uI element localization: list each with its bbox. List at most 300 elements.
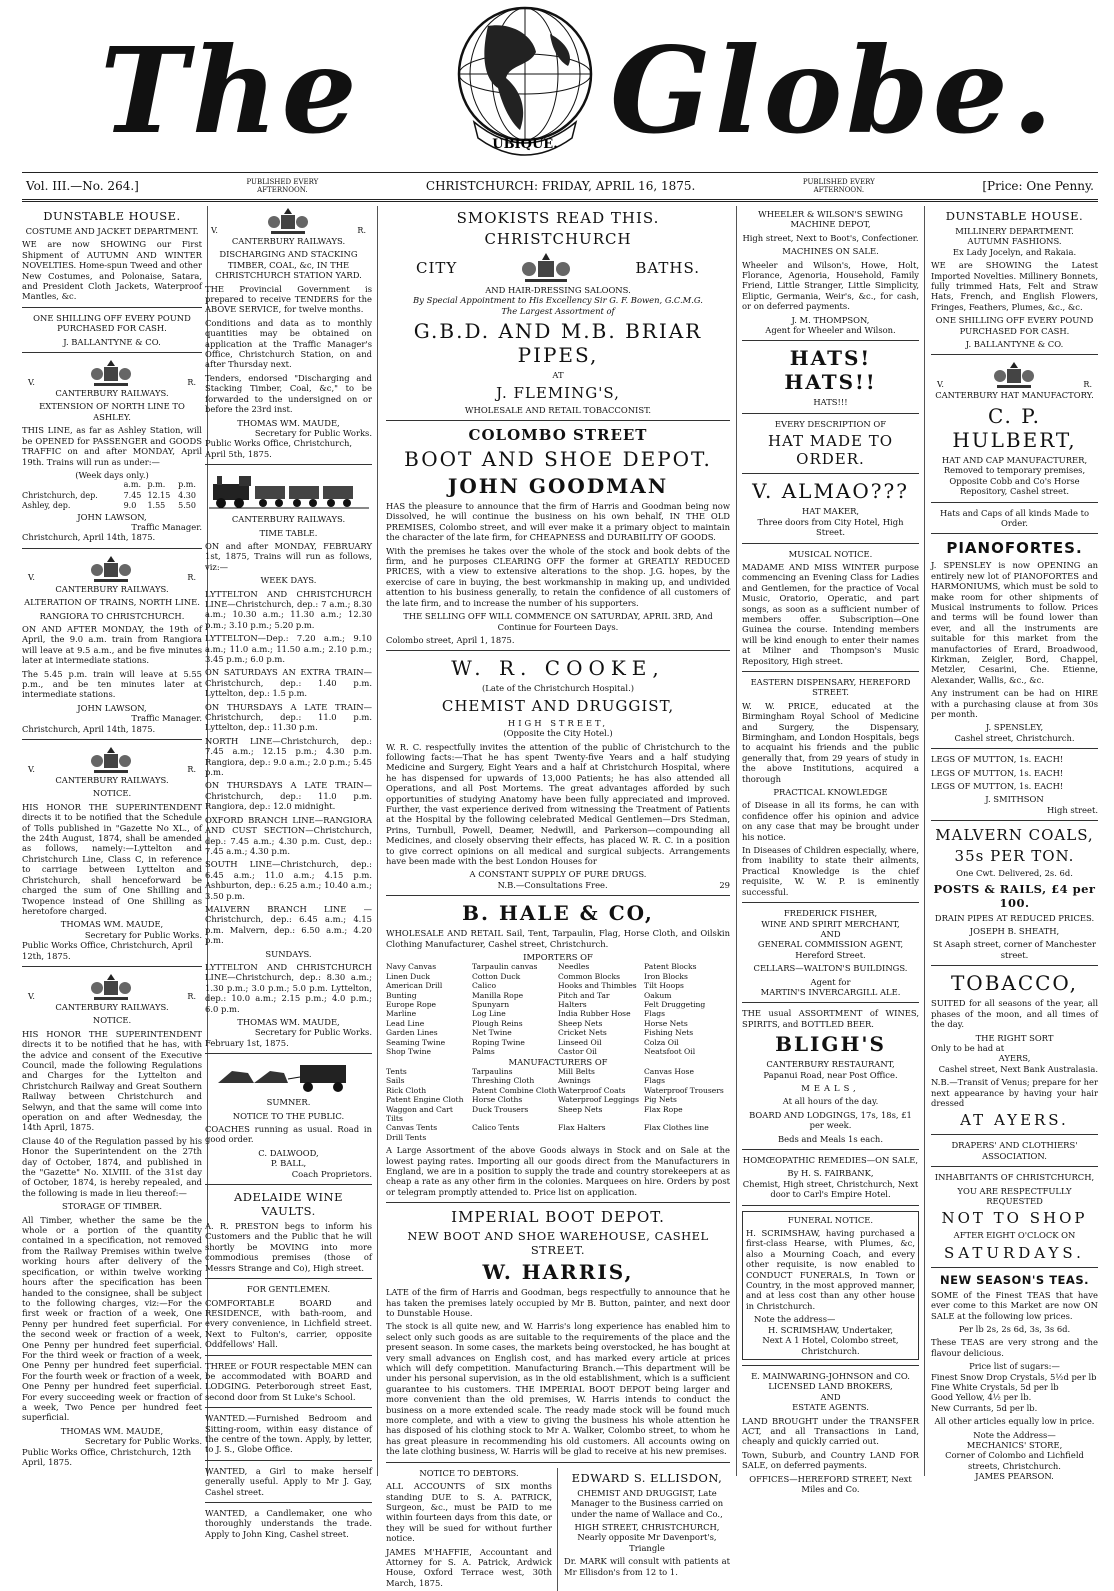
importer-item: Cotton Duck <box>472 971 521 981</box>
tt-line: ON SATURDAYS AN EXTRA TRAIN—Christchurch, dep.: 1.40 p.m. Lyttelton, dep.: 1.5 p.m. <box>205 667 372 699</box>
dunstable-heading: DUNSTABLE HOUSE. <box>43 209 181 223</box>
maude: THOMAS WM. MAUDE, <box>60 919 164 930</box>
debtors-notice: NOTICE TO DEBTORS. ALL ACCOUNTS of SIX months standing DUE to S. A. PATRICK, Surgeon, &c., must be PAID to me within fourteen days from this date, or they will be sued for without further notice. JAMES M'HAFFIE, Accountant and Attorney for S. A. Patrick, Ardwick House, Oxford Terrace west, 30th March, 1875. <box>386 1468 558 1591</box>
cooke-body: W. R. C. respectfully invites the attention of the public of Christchurch to the following facts:—That he has spent Twenty-five Years and a half studying Medicine and Surgery, Eight Years and a half at Christchurch Hospital, where he has dispensed for upwards of 13,000 Patients; he has also attended all Operations, and all Post Mortems. The great advantages afforded by such opportunities of studying Anatomy have been fully appreciated and improved. Further, the vast experience derived from witnessing the Treatment of Patients at the Hospital by the following celebrated Medical Gentlemen—Drs Stedman, Prins, Turnbull, Powell, Deamer, Nedwill, and Parkerson—compounding all Medicines, and closely observing their effects, has placed W. R. C. in a position to give correct opinions on all medical and surgical subjects. Arrangements have been made with the best London Houses for <box>386 741 730 866</box>
shilling-off: ONE SHILLING OFF EVERY POUND PURCHASED FOR CASH. <box>33 312 191 334</box>
manufacturer-item: Tarpaulins <box>472 1066 513 1076</box>
railways-heading: CANTERBURY RAILWAYS. <box>55 388 169 399</box>
importer-item: Needles <box>558 962 590 972</box>
importer-item: Castor Oil <box>558 1047 597 1057</box>
extension-body: THIS LINE, as far as Ashley Station, will be OPENED for PASSENGER and GOODS TRAFFIC on and after MONDAY, April 19th. Trains will run as under:— <box>22 425 202 467</box>
pianofortes: PIANOFORTES. <box>946 539 1083 558</box>
transit-venus: N.B.—Transit of Venus; prepare for her next appearance by having your hair dressed <box>931 1077 1098 1108</box>
notice-2-body: HIS HONOR THE SUPERINTENDENT directs it to be notified that he has, with the advice and consent of the Executive Council, made the following Regulations and Charges for the Lyttelton and Christchurch Railway and Great Southern Railway between Christchurch and Selwyn, and that the same will come into operation on and after Wednesday, the 14th April, 1875. <box>22 1028 202 1133</box>
manufacturer-item: Pig Nets <box>644 1095 677 1105</box>
smithson: J. SMITHSON <box>985 794 1044 805</box>
land-body-2: Town, Suburb, and Country LAND FOR SALE, on deferred payments. <box>742 1449 919 1471</box>
royal-crest-icon <box>519 251 573 285</box>
manufacturer-item: Patent Engine Cloth <box>386 1095 464 1105</box>
notice-heading: NOTICE. <box>92 1015 132 1026</box>
hale-heading: B. HALE & CO, <box>462 901 654 926</box>
manufacturer-item <box>644 1133 730 1142</box>
ball: P. BALL, <box>270 1158 307 1169</box>
adelaide-body: A. R. PRESTON begs to inform his Customers and the Public that he will shortly be MOVING into more commodious premises (those of Messrs Strange and Co), High street. <box>205 1221 372 1273</box>
weekdays-only: (Week days only.) <box>75 469 149 480</box>
importer-item: Bunting <box>386 990 417 1000</box>
w-harris: W. HARRIS, <box>482 1260 634 1285</box>
land-brokers: LICENSED LAND BROKERS, <box>768 1381 893 1392</box>
fairbank: By H. S. FAIRBANK, <box>787 1168 874 1179</box>
thompson-sub: Agent for Wheeler and Wilson. <box>765 325 896 336</box>
ballantyne: J. BALLANTYNE & CO. <box>965 339 1064 350</box>
thompson: J. M. THOMPSON, <box>791 314 870 325</box>
land-body: LAND BROUGHT under the TRANSFER ACT, and all Transactions in Land, cheaply and quickly carried out. <box>742 1415 919 1447</box>
maude: THOMAS WM. MAUDE, <box>237 417 340 428</box>
published-note-left: PUBLISHED EVERY AFTERNOON. <box>246 178 319 194</box>
royal-crest-icon <box>88 358 134 388</box>
importer-item: Neatsfoot Oil <box>644 1047 696 1057</box>
tt-line: ON THURSDAYS A LATE TRAIN—Christchurch, dep.: 11.0 p.m. Rangiora, dep.: 12.0 midnight. <box>205 780 372 812</box>
tt-sunday: LYTTELTON AND CHRISTCHURCH LINE—Christchurch, dep.: 8.30 a.m.; 1.30 p.m.; 3.0 p.m.; 5.0 p.m. Lyttelton, dep.: 10.0 a.m.; 2.15 p.m.; 4.0 p.m.; 6.0 p.m. <box>205 961 372 1014</box>
price: [Price: One Penny. <box>982 179 1094 193</box>
coaches-body: COACHES running as usual. Road in good order. <box>205 1124 372 1145</box>
fisher: FREDERICK FISHER, <box>783 908 878 919</box>
dunstable-heading: DUNSTABLE HOUSE. <box>945 209 1084 223</box>
price-body-2: of Disease in all its forms, he can with confidence offer his opinion and advice on any case that may be brought under his notice. <box>742 800 919 842</box>
almao: V. ALMAO??? <box>752 479 909 504</box>
tt-line: LYTTELTON AND CHRISTCHURCH LINE—Christchurch, dep.: 7 a.m.; 8.30 a.m.; 10.30 a.m.; 11.30 a.m.; 12.30 p.m.; 3.10 p.m.; 5.20 p.m. <box>205 588 372 630</box>
briar-pipes: G.B.D. AND M.B. BRIAR PIPES, <box>413 319 703 368</box>
manufacturer-item: Waterproof Trousers <box>644 1085 724 1095</box>
notice-2-body-2: Clause 40 of the Regulation passed by his Honor the Superintendent on the 27th day of October, 1874, and published in the "Gazette" No. XLVIII. of the 31st day of October, 1874, is hereby repealed, and the following is made in lieu thereof:— <box>22 1135 202 1198</box>
royal-crest-vr: V. R. <box>22 554 202 584</box>
importer-item: Manilla Rope <box>472 990 524 1000</box>
discharging-body-2: Conditions and data as to monthly quantities may be obtained on application at the Traffic Manager's Office, Christchurch Station, on and after Thursday next. <box>205 317 372 370</box>
bottom-row <box>386 1468 730 1591</box>
coal-sub: One Cwt. Delivered, 2s. 6d. <box>956 868 1073 879</box>
other-articles: All other articles equally low in price. <box>934 1416 1095 1427</box>
chemist-druggist: CHEMIST AND DRUGGIST, <box>441 696 675 715</box>
railways-heading: CANTERBURY RAILWAYS. <box>231 236 346 246</box>
adelaide-heading: ADELAIDE WINE VAULTS. <box>234 1190 343 1219</box>
column-4 <box>737 206 925 1494</box>
cooke-foot: N.B.—Consultations Free. 29 <box>497 879 730 890</box>
importer-item: Palms <box>472 1047 495 1057</box>
coal-price: 35s PER TON. <box>954 847 1075 866</box>
rangiora-heading: RANGIORA TO CHRISTCHURCH. <box>39 610 185 621</box>
and-label: AND <box>820 1391 841 1402</box>
wanted-1: WANTED.—Furnished Bedroom and Sitting-room, within easy distance of the centre of the town. Apply, by letter, to J. S., Globe Office. <box>205 1413 372 1455</box>
hat-description: EVERY DESCRIPTION OF <box>774 418 887 429</box>
sundays-heading: SUNDAYS. <box>265 948 312 959</box>
column-5 <box>925 206 1098 1482</box>
musical-body: MADAME AND MISS WINTER purpose commencing an Evening Class for Ladies and Gentlemen, for the practice of Vocal Music, Oratorio, Operatic, and part songs, as soon as a sufficient number of members offer. Subscription—One Guinea the course. Intending members will be kind enough to enter their names at Milner and Thompson's Music Repository, High street. <box>742 561 919 666</box>
teas-body-2: These TEAS are very strong and the flavour delicious. <box>931 1337 1098 1358</box>
wheeler-body: Wheeler and Wilson's, Howe, Holt, Florance, Agenoria, Household, Family Friend, Little Stranger, Little Simplicity, Eliptic, Germania, Weir's, &c., for cash, or on deferred payments. <box>742 259 919 312</box>
sugar-line: New Currants, 5d per lb. <box>931 1402 1038 1413</box>
hale-foot: A Large Assortment of the above Goods always in Stock and on Sale at the lowest paying rates. Importing all our goods direct from the Manufacturers in England, we are in a position to supply the trade and country storekeepers at as cheap a rate as any other firm in the colonies. Marquees on hire. Orders by post or telegram promptly attended to. Price list on application. <box>386 1145 730 1197</box>
new-season-teas: NEW SEASON'S TEAS. <box>940 1272 1089 1287</box>
special-appointment: By Special Appointment to His Excellency Sir G. F. Bowen, G.C.M.G. <box>413 295 703 306</box>
royal-crest-icon <box>265 206 311 236</box>
royal-crest-icon <box>88 554 134 584</box>
fleming: J. FLEMING'S, <box>496 383 620 402</box>
three-four-men: THREE or FOUR respectable MEN can be accommodated with BOARD and LODGING. Peterborough street East, second door from St Luke's School. <box>205 1360 372 1402</box>
boot-shoe-depot: BOOT AND SHOE DEPOT. <box>404 447 712 472</box>
column-3 <box>380 206 737 1588</box>
importer-item: Net Twine <box>472 1028 512 1038</box>
city-baths-row: CITY BATHS. <box>386 251 730 285</box>
musical-notice: MUSICAL NOTICE. <box>788 548 873 559</box>
smokists-heading: SMOKISTS READ THIS. <box>456 209 660 227</box>
railways-heading: CANTERBURY RAILWAYS. <box>55 775 169 786</box>
alteration-body-2: The 5.45 p.m. train will leave at 5.55 p.m., and be ten minutes later at intermediate stations. <box>22 668 202 700</box>
royal-crest-icon <box>88 745 134 775</box>
sugar-line: Good Yellow, 4½ per lb. <box>931 1392 1032 1403</box>
importer-item: Oakum <box>644 990 672 1000</box>
imperial-heading: IMPERIAL BOOT DEPOT. <box>451 1208 665 1227</box>
discharging-title: DISCHARGING AND STACKING TIMBER, COAL, &c, IN THE CHRISTCHURCH STATION YARD. <box>215 249 362 281</box>
storage-heading: STORAGE OF TIMBER. <box>61 1201 163 1212</box>
offices: OFFICES—HEREFORD STREET, Next Miles and Co. <box>749 1473 912 1494</box>
christchurch-heading: CHRISTCHURCH <box>484 230 632 248</box>
importer-item: Roping Twine <box>472 1037 525 1047</box>
manufacturer-item: Flags <box>644 1076 665 1086</box>
wheeler-address: High street, Next to Boot's, Confectioner. <box>742 232 919 243</box>
mutton-line: LEGS OF MUTTON, 1s. EACH! <box>931 767 1064 778</box>
hulbert-foot: Hats and Caps of all kinds Made to Order. <box>940 507 1089 528</box>
not-to-shop: NOT TO SHOP <box>941 1209 1088 1228</box>
at-label: AT <box>552 370 564 381</box>
manufacturer-item: Duck Trousers <box>472 1104 529 1114</box>
notice-1-date: Public Works Office, Christchurch, April 12th, 1875. <box>22 940 193 961</box>
importers-grid <box>386 962 730 1056</box>
royal-crest-vr: V. R. <box>22 358 202 388</box>
place-date: CHRISTCHURCH: FRIDAY, APRIL 16, 1875. <box>425 179 696 193</box>
largest-assortment: The Largest Assortment of <box>501 305 615 316</box>
goodman-body-2: With the premises he takes over the whole of the stock and book debts of the firm, and he purposes CLEARING OFF the former at GREATLY REDUCED PRICES, with a view to extensive alterations to the shop. J.G. hopes, by the exercise of care in buying, the best workmanship in making up, and undivided attention to his business generally, to retain the confidence of all customers of the late firm, and to increase the number of his supporters. <box>386 545 730 608</box>
column-1 <box>22 206 208 1476</box>
manufacturer-item: Waterproof Leggings <box>558 1095 640 1105</box>
manufacturer-item: Sheep Nets <box>558 1104 603 1114</box>
importer-item: Common Blocks <box>558 971 620 981</box>
extension-date: Christchurch, April 14th, 1875. <box>22 723 156 734</box>
mutton-line: LEGS OF MUTTON, 1s. EACH! <box>931 781 1064 792</box>
wine-merchant: WINE AND SPIRIT MERCHANT, <box>761 918 900 929</box>
extension-table: a.m. p.m. p.m. Christchurch, dep. 7.45 12.15 4.30 Ashley, dep. 9.0 1.55 5.50 <box>22 480 196 511</box>
pure-drugs: A CONSTANT SUPPLY OF PURE DRUGS. <box>469 869 647 880</box>
importer-item: Seaming Twine <box>386 1037 446 1047</box>
right-sort: THE RIGHT SORT <box>975 1032 1054 1043</box>
inhabitants: INHABITANTS OF CHRISTCHURCH, <box>934 1172 1095 1183</box>
manufacturer-item: Sails <box>386 1076 405 1086</box>
and-label: AND <box>820 928 841 939</box>
discharging-date: Public Works Office, Christchurch, April 5th, 1875. <box>205 438 353 459</box>
importer-item: Spunyarn <box>472 1000 510 1010</box>
john-goodman: JOHN GOODMAN <box>447 474 669 499</box>
tobacco: TOBACCO, <box>950 971 1079 996</box>
sec-public-works: Secretary for Public Works. <box>254 427 372 438</box>
extension-title: EXTENSION OF NORTH LINE TO ASHLEY. <box>39 401 185 422</box>
sheath-address: St Asaph street, corner of Manchester street. <box>933 939 1096 960</box>
opposite-city-hotel: (Opposite the City Hotel.) <box>503 728 613 739</box>
timetable-heading: TIME TABLE. <box>259 527 318 538</box>
weekdays-heading: WEEK DAYS. <box>260 575 317 586</box>
sec-public-works: Secretary for Public Works. <box>84 929 202 940</box>
manufacturers-heading: MANUFACTURERS OF <box>508 1056 608 1067</box>
drapers-association: DRAPERS' AND CLOTHIERS' ASSOCIATION. <box>951 1140 1078 1161</box>
autumn-fashions: AUTUMN FASHIONS. <box>967 236 1062 247</box>
hulbert: C. P. HULBERT, <box>952 403 1077 452</box>
commission-agent: GENERAL COMMISSION AGENT, <box>757 939 904 950</box>
importer-item: Linen Duck <box>386 971 430 981</box>
spensley: J. SPENSLEY, <box>985 722 1044 733</box>
sheath: JOSEPH B. SHEATH, <box>969 926 1060 937</box>
hat-manufactory: CANTERBURY HAT MANUFACTORY. <box>935 390 1094 401</box>
railways-heading: CANTERBURY RAILWAYS. <box>231 514 346 525</box>
selling-off: THE SELLING OFF WILL COMMENCE ON SATURDAY, APRIL 3RD, And Continue for Fourteen Days. <box>403 611 713 632</box>
hats-small: HATS!!! <box>813 397 848 408</box>
mutton-line: LEGS OF MUTTON, 1s. EACH! <box>931 754 1064 765</box>
sumner-heading: SUMNER. <box>266 1097 311 1108</box>
teas-body: SOME of the Finest TEAS that have ever come to this Market are now ON SALE at the following low prices. <box>931 1289 1098 1321</box>
importer-item: Linseed Oil <box>558 1037 602 1047</box>
manufacturer-item: Mill Belts <box>558 1066 595 1076</box>
importer-item: Flags <box>644 1009 665 1019</box>
royal-crest-icon <box>88 972 134 1002</box>
ayers: AYERS, <box>998 1053 1031 1064</box>
millinery-body: WE are SHOWING the Latest Imported Novelties. Millinery Bonnets, fully trimmed Hats, Felt and Straw Hats, French, and English Flowers, Fringes, Feathers, Plumes, &c., &c. <box>931 260 1098 312</box>
lawson: JOHN LAWSON, <box>77 702 147 713</box>
notice-1-body: HIS HONOR THE SUPERINTENDENT directs it to be notified that the Schedule of Tolls published in "Gazette No XL., of the 24th August, 1874, shall be amended as follows, namely:—Lyttelton and Christchurch Line, Class C, in reference to carriage between Lyttelton and Christchurch, shall henceforward be charged the sum of One Shilling and Twopence instead of One Shilling as heretofore charged. <box>22 801 202 916</box>
new-boot-warehouse: NEW BOOT AND SHOE WAREHOUSE, CASHEL STREET. <box>407 1229 709 1258</box>
goodman-body: HAS the pleasure to announce that the firm of Harris and Goodman being now Dissolved, he will continue the business on his own behalf, IN THE OLD PREMISES, Colombo street, and will ever make it a primary object to maintain the character of the late firm, for CHEAPNESS and DURABILITY OF GOODS. <box>386 501 730 543</box>
notice-public: NOTICE TO THE PUBLIC. <box>232 1110 345 1121</box>
colombo-street: COLOMBO STREET <box>468 426 648 445</box>
importers-heading: IMPORTERS OF <box>523 952 593 963</box>
after-eight: AFTER EIGHT O'CLOCK ON <box>953 1230 1076 1241</box>
extension-date: Christchurch, April 14th, 1875. <box>22 532 156 543</box>
manufacturer-item: Canvas Hose <box>644 1066 694 1076</box>
shilling-off: ONE SHILLING OFF EVERY POUND PURCHASED FOR CASH. <box>935 315 1094 336</box>
importer-item: Log Line <box>472 1009 506 1019</box>
harris-body-2: The stock is all quite new, and W. Harris's long experience has enabled him to select only such goods as are suitable to the requirements of the place and the present season. In some cases, the markets being overstocked, he has bought at very small advances on English cost, and has marked every article at prices which will defy competition. Manufacturing Branch.—This department will be under his personal supervision, as in the old establishment, which is a sufficient guarantee to his customers. THE IMPERIAL BOOT DEPOT being larger and more convenient than the old premises, W. Harris intends to conduct the business on a more extended scale. The ready made stock will be found much more complete, and with a view to giving the business his whole attention he has disposed of his clothing stock to Mr A. Walker, Colombo street, to whom he has great pleasure in recommending his old customers. All accounts owing on the late clothing business, W. Harris will be glad to receive at his new premises. <box>386 1321 730 1457</box>
manufacturer-item: Awnings <box>558 1076 591 1086</box>
practical-knowledge: PRACTICAL KNOWLEDGE <box>773 787 888 798</box>
alteration-body-1: ON AND AFTER MONDAY, the 19th of April, the 9.0 a.m. train from Rangiora will leave at 9.5 a.m., and be five minutes later at intermediate stations. <box>22 623 202 666</box>
board-lodgings: BOARD AND LODGINGS, 17s, 18s, £1 per week. <box>749 1109 912 1131</box>
tt-line: SOUTH LINE—Christchurch, dep.: 6.45 a.m.; 11.0 a.m.; 4.15 p.m. Ashburton, dep.: 6.25 a.m.; 10.40 a.m.; 3.50 p.m. <box>205 859 372 901</box>
dispensary-heading: EASTERN DISPENSARY, HEREFORD STREET. <box>750 676 911 698</box>
importer-item: Calico <box>472 981 497 991</box>
requested: YOU ARE RESPECTFULLY REQUESTED <box>957 1185 1072 1206</box>
importer-item: Colza Oil <box>644 1037 679 1047</box>
railways-heading: CANTERBURY RAILWAYS. <box>55 1001 169 1012</box>
sec-public-works: Secretary for Public Works. <box>254 1027 372 1038</box>
lawson: JOHN LAWSON, <box>77 511 147 522</box>
timetable-intro: ON and after MONDAY, FEBRUARY 1st, 1875, Trains will run as follows, viz:— <box>205 540 372 572</box>
pearson: JAMES PEARSON. <box>975 1471 1054 1482</box>
ballantyne: J. BALLANTYNE & CO. <box>63 336 161 347</box>
fairbank-sub: Chemist, High street, Christchurch, Next door to Carl's Empire Hotel. <box>742 1178 919 1200</box>
saturdays: SATURDAYS. <box>944 1243 1085 1262</box>
sugar-line: Fine White Crystals, 5d per lb <box>931 1382 1059 1393</box>
traffic-manager: Traffic Manager. <box>131 713 202 724</box>
royal-crest-vr: V. R. <box>205 206 372 236</box>
maude: THOMAS WM. MAUDE, <box>237 1017 340 1027</box>
at-ayers: AT AYERS. <box>960 1111 1069 1130</box>
agent-for: Agent for <box>810 976 851 987</box>
masthead-title-left: The <box>100 21 361 160</box>
importer-item: Navy Canvas <box>386 962 437 972</box>
hulbert-sub: HAT AND CAP MANUFACTURER, Removed to temporary premises, Opposite Cobb and Co's Horse Repository, Cashel street. <box>941 454 1088 497</box>
notice-2-date: Public Works Office, Christchurch, 12th April, 1875. <box>22 1446 192 1467</box>
manufacturer-item: Flax Clothes line <box>644 1123 709 1133</box>
goodman-date: Colombo street, April 1, 1875. <box>386 634 515 645</box>
manufacturer-item: Horse Cloths <box>472 1095 523 1105</box>
only-had-at: Only to be had at <box>931 1042 1005 1053</box>
maude: THOMAS WM. MAUDE, <box>60 1425 164 1436</box>
homeopathic: HOMŒOPATHIC REMEDIES—ON SALE, <box>742 1155 919 1165</box>
spensley-body-2: Any instrument can be had on HIRE with a purchasing clause at from 30s per month. <box>931 688 1098 719</box>
manufacturer-item: Waterproof Coats <box>558 1085 626 1095</box>
dunstable-sub: COSTUME AND JACKET DEPARTMENT. <box>25 226 199 236</box>
mechanics-address: Corner of Colombo and Lichfield streets, Christchurch. <box>945 1450 1084 1471</box>
meals: MEALS, <box>801 1082 860 1093</box>
importer-item: Tilt Hoops <box>644 981 684 991</box>
smithson-street: High street. <box>1046 804 1098 815</box>
funeral-box: FUNERAL NOTICE. H. SCRIMSHAW, having purchased a first-class Hearse, with Plumes, &c, also a Mourning Coach, and every other requisite, is now enabled to CONDUCT FUNERALS, In Town or Country, in the most approved manner, and at less cost than any other house in Christchurch. Note the address— H. SCRIMSHAW, Undertaker, Next A 1 Hotel, Colombo street, Christchurch. <box>742 1211 919 1360</box>
almao-address: Three doors from City Hotel, High Street. <box>757 516 904 538</box>
dunstable-body: WE are now SHOWING our First Shipment of AUTUMN AND WINTER NOVELTIES. Home-spun Tweed and other New Costumes, and Polonaise, Satara, and President Cloth Jackets, Waterproof Mantles, &c. <box>22 239 202 302</box>
tt-line: LYTTELTON—Dep.: 7.20 a.m.; 9.10 a.m.; 11.0 a.m.; 11.50 a.m.; 2.10 p.m.; 3.45 p.m.; 6.0 p.m. <box>205 633 372 664</box>
railways-heading: CANTERBURY RAILWAYS. <box>55 583 169 594</box>
tobacconist: WHOLESALE AND RETAIL TOBACCONIST. <box>464 404 652 415</box>
tt-line: NORTH LINE—Christchurch, dep.: 7.45 a.m.; 12.15 p.m.; 4.30 p.m. Rangiora, dep.: 9.0 a.m.; 2.0 p.m.; 5.45 p.m. <box>205 735 372 778</box>
manufacturer-item: Canvas Tents <box>386 1123 438 1133</box>
gentlemen-body: COMFORTABLE BOARD and RESIDENCE, with bath-room, and every convenience, in Lichfield street. Next to Fulton's, carrier, opposite Oddfellows' Hall. <box>205 1297 372 1350</box>
royal-crest-vr: V. R. <box>22 972 202 1002</box>
tt-line: OXFORD BRANCH LINE—RANGIORA AND CUST SECTION—Christchurch, dep.: 7.45 a.m.; 4.30 p.m. Cust, dep.: 7.45 a.m.; 4.30 p.m. <box>205 814 372 856</box>
importer-item: Fishing Nets <box>644 1028 694 1038</box>
importer-item: Iron Blocks <box>644 971 688 981</box>
locomotive-icon <box>209 470 369 510</box>
tobacco-body: SUITED for all seasons of the year, all phases of the moon, and all times of the day. <box>931 998 1098 1030</box>
importer-item: American Drill <box>386 981 443 991</box>
motto-text: UBIQUE. <box>492 137 558 152</box>
gentlemen-heading: FOR GENTLEMEN. <box>246 1284 331 1295</box>
drain-pipes: DRAIN PIPES AT REDUCED PRICES. <box>934 912 1095 923</box>
notice-heading: NOTICE. <box>92 788 132 799</box>
manufacturer-item: Patent Combine Cloth <box>472 1085 557 1095</box>
sec-public-works: Secretary for Public Works. <box>84 1436 202 1447</box>
importer-item: Plough Reins <box>472 1018 523 1028</box>
published-note-right: PUBLISHED EVERY AFTERNOON. <box>802 178 875 194</box>
price-body: W. W. PRICE, educated at the Birmingham Royal School of Medicine and Surgery, the Dispensary, Birmingham, and London Hospitals, begs to acquaint his friends and the public generally that, from 29 years of study in the above Institutions, acquired a thorough <box>742 700 919 784</box>
cooke: W. R. COOKE, <box>451 656 665 681</box>
masthead <box>0 0 1114 172</box>
high-street: HIGH STREET, <box>507 717 609 728</box>
globe-emblem <box>440 4 610 162</box>
spensley-body: J. SPENSLEY is now OPENING an entirely new lot of PIANOFORTES and HARMONIUMS, which must be sold to make room for other shipments of Musical instruments to follow. Prices and terms will be found lower than ever, and all the instruments are suitable for this market from the manufactories of Erard, Broadwood, Kirkman, Zeigler, Bord, Chappel, Metzler, Cesarini, Che. Etienne, Alexander, Wallis, &c., &c. <box>931 560 1098 685</box>
cellars: CELLARS—WALTON'S BUILDINGS. <box>753 963 908 974</box>
coach-icon <box>214 1059 364 1093</box>
wheeler-heading: WHEELER & WILSON'S SEWING MACHINE DEPOT, <box>758 209 903 230</box>
manufacturer-item: Calico Tents <box>472 1123 520 1133</box>
importer-item: India Rubber Hose <box>558 1009 631 1019</box>
royal-crest-vr: V. R. <box>22 745 202 775</box>
royal-crest-icon <box>991 360 1037 390</box>
importer-item: Lead Line <box>386 1018 425 1028</box>
storage-body: All Timber, whether the same be the whole or a portion of the quantity contained in a specification, not removed from the Railway Premises within twelve working hours after delivery of the specification, or within twelve working hours after the specification has been handed to the consignee, shall be subject to the following charges, viz:—For the first week or fraction of a week, One Penny per hundred feet superficial. For the second week or fraction of a week, One Penny per hundred feet superficial. For the third week or fraction of a week, One Penny per hundred feet superficial. For the fourth week or fraction of a week, One Penny per hundred feet superficial. For every succeeding week or fraction of a week, Two Pence per hundred feet superficial. <box>22 1214 202 1423</box>
importer-item: Sheep Nets <box>558 1018 603 1028</box>
all-hours: At all hours of the day. <box>782 1096 879 1107</box>
tt-line: ON THURSDAYS A LATE TRAIN—Christchurch, dep.: 11.0 p.m. Lyttelton, dep.: 11.30 p.m. <box>205 701 372 733</box>
wanted-2: WANTED, a Girl to make herself generally useful. Apply to Mr J. Gay, Cashel street. <box>205 1465 372 1497</box>
column-2 <box>200 206 378 1539</box>
importer-item: Horse Nets <box>644 1018 688 1028</box>
dalwood: C. DALWOOD, <box>258 1147 319 1158</box>
alteration-title: ALTERATION OF TRAINS, NORTH LINE. <box>24 597 200 608</box>
papanui: Papanui Road, near Post Office. <box>763 1069 898 1080</box>
manufacturer-item: Drill Tents <box>386 1132 427 1142</box>
bligh: BLIGH'S <box>775 1032 886 1057</box>
spensley-address: Cashel street, Christchurch. <box>954 732 1075 743</box>
dateline <box>22 172 1098 202</box>
hat-maker: HAT MAKER, <box>801 506 860 517</box>
manufacturer-item: Threshing Cloth <box>472 1076 535 1086</box>
traffic-manager: Traffic Manager. <box>131 521 202 532</box>
mainwaring: E. MAINWARING-JOHNSON and CO. <box>751 1370 910 1381</box>
importer-item: Tarpaulin canvas <box>472 962 538 972</box>
importer-item: Europe Rope <box>386 1000 437 1010</box>
tt-line: MALVERN BRANCH LINE — Christchurch, dep.: 6.45 a.m.; 4.15 p.m. Malvern, dep.: 6.50 a.m.; 4.20 p.m. <box>205 903 372 946</box>
masthead-title-right: Globe. <box>610 21 1057 160</box>
importer-item: Marline <box>386 1009 417 1019</box>
manufacturer-item <box>558 1133 644 1142</box>
note-address: Note the Address— <box>973 1429 1056 1440</box>
importer-item: Cricket Nets <box>558 1028 607 1038</box>
timetable-date: February 1st, 1875. <box>205 1037 289 1048</box>
hat-made-to-order: HAT MADE TO ORDER. <box>767 432 894 469</box>
importer-item: Shop Twine <box>386 1047 432 1057</box>
ellisdon-ad: EDWARD S. ELLISDON, CHEMIST AND DRUGGIST, Late Manager to the Business carried on under the name of Wallace and Co., HIGH STREET, CHRISTCHURCH, Nearly opposite Mr Davenport's, Triangle Dr. MARK will consult with patients at Mr Ellisdon's from 12 to 1. <box>564 1470 730 1577</box>
discharging-body: THE Provincial Government is prepared to receive TENDERS for the ABOVE SERVICE, for twelve months. <box>205 283 372 315</box>
restaurant: CANTERBURY RESTAURANT, <box>766 1059 895 1070</box>
lady-jocelyn: Ex Lady Jocelyn, and Rakaia. <box>952 246 1077 257</box>
discharging-body-3: Tenders, endorsed "Discharging and Stacking Timber, Coal, &c," to be forwarded to the undersigned on or before the 23rd inst. <box>205 372 372 415</box>
manufacturer-item: Flax Halters <box>558 1123 606 1133</box>
mechanics-store: MECHANICS' STORE, <box>966 1440 1063 1451</box>
importer-item: Garden Lines <box>386 1028 438 1038</box>
tea-prices: Per lb 2s, 2s 6d, 3s, 3s 6d. <box>958 1324 1071 1334</box>
hereford-street: Hereford Street. <box>795 949 866 960</box>
millinery: MILLINERY DEPARTMENT. <box>955 226 1074 236</box>
manufacturer-item: Flax Rope <box>644 1104 683 1114</box>
wanted-3: WANTED, a Candlemaker, one who thoroughly understands the trade. Apply to John King, Cashel street. <box>205 1508 372 1539</box>
manufacturer-item: Tents <box>386 1066 407 1076</box>
hale-body: WHOLESALE AND RETAIL Sail, Tent, Tarpaulin, Flag, Horse Cloth, and Oilskin Clothing Manufacturer, Cashel street, Christchurch. <box>386 928 730 949</box>
posts-rails: POSTS & RAILS, £4 per 100. <box>933 881 1096 910</box>
ayers-address: Cashel street, Next Bank Australasia. <box>938 1063 1098 1074</box>
estate-agents: ESTATE AGENTS. <box>792 1402 869 1413</box>
manufacturers-grid <box>386 1067 730 1142</box>
importer-item: Halters <box>558 1000 587 1010</box>
cooke-late: (Late of the Christchurch Hospital.) <box>481 683 634 694</box>
importer-item: Felt Druggeting <box>644 1000 706 1010</box>
manufacturer-item <box>472 1133 558 1142</box>
malvern-coals: MALVERN COALS, <box>935 826 1094 845</box>
